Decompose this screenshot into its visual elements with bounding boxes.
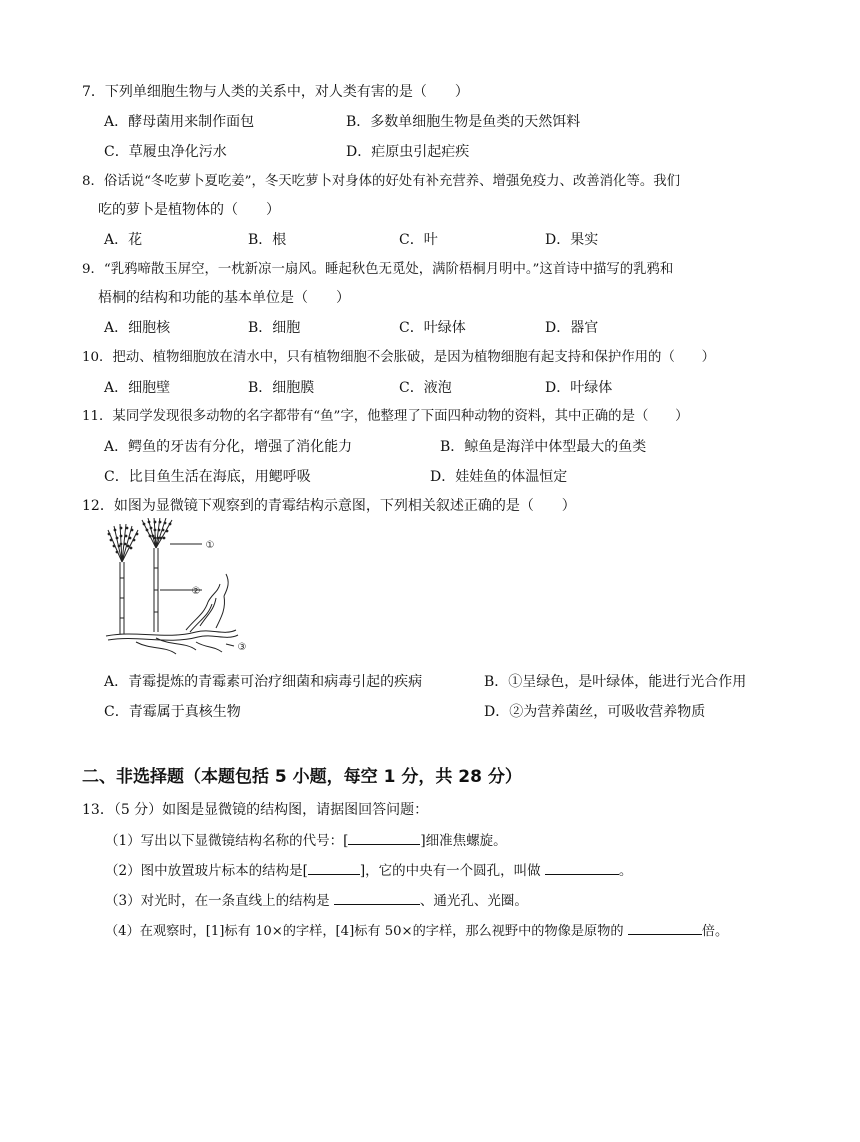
question-7-stem: 7．下列单细胞生物与人类的关系中，对人类有害的是（ ） <box>82 84 469 100</box>
question-13-part-1: （1）写出以下显微镜结构名称的代号：[ ]细准焦螺旋。 <box>105 830 507 851</box>
question-8-option-a[interactable]: A．花 <box>104 232 143 248</box>
question-12-option-d[interactable]: D．②为营养菌丝，可吸收营养物质 <box>484 704 706 720</box>
question-13-part-3: （3）对光时，在一条直线上的结构是 、通光孔、光圈。 <box>105 890 528 911</box>
question-9-option-c[interactable]: C．叶绿体 <box>399 320 466 336</box>
question-7-option-b[interactable]: B．多数单细胞生物是鱼类的天然饵料 <box>346 114 581 130</box>
figure-label-3: ③ <box>237 642 247 653</box>
question-10-option-d[interactable]: D．叶绿体 <box>545 380 613 396</box>
answer-blank-3[interactable] <box>545 860 619 875</box>
question-8-stem-cont: 吃的萝卜是植物体的（ ） <box>98 202 280 218</box>
question-8-option-d[interactable]: D．果实 <box>545 232 599 248</box>
section-2-title: 二、非选择题（本题包括 5 小题，每空 1 分，共 28 分） <box>82 767 522 787</box>
figure-label-2: ② <box>191 586 201 597</box>
question-11-option-d[interactable]: D．娃娃鱼的体温恒定 <box>430 469 568 485</box>
question-12-option-a[interactable]: A．青霉提炼的青霉素可治疗细菌和病毒引起的疾病 <box>104 674 423 690</box>
answer-blank-2[interactable] <box>308 860 360 875</box>
question-13-part-2: （2）图中放置玻片标本的结构是[ ]，它的中央有一个圆孔，叫做 。 <box>105 860 632 881</box>
question-11-stem: 11．某同学发现很多动物的名字都带有“鱼”字，他整理了下面四种动物的资料，其中正确的是（ ） <box>82 409 689 424</box>
question-8-option-b[interactable]: B．根 <box>248 232 287 248</box>
answer-blank-1[interactable] <box>348 830 420 845</box>
question-11-option-a[interactable]: A．鳄鱼的牙齿有分化，增强了消化能力 <box>104 439 353 455</box>
question-9-option-a[interactable]: A．细胞核 <box>104 320 171 336</box>
question-9-stem-cont: 梧桐的结构和功能的基本单位是（ ） <box>98 290 350 306</box>
question-7-option-c[interactable]: C．草履虫净化污水 <box>104 144 227 160</box>
answer-blank-5[interactable] <box>628 920 702 935</box>
question-12-stem: 12．如图为显微镜下观察到的青霉结构示意图，下列相关叙述正确的是（ ） <box>82 498 576 514</box>
answer-blank-4[interactable] <box>334 890 420 905</box>
question-12-option-b[interactable]: B．①呈绿色，是叶绿体，能进行光合作用 <box>484 674 747 690</box>
question-13-part-4: （4）在观察时，[1]标有 10×的字样，[4]标有 50×的字样，那么视野中的物像是原物的 倍。 <box>105 920 728 942</box>
question-8-option-c[interactable]: C．叶 <box>399 232 438 248</box>
question-9-option-b[interactable]: B．细胞 <box>248 320 301 336</box>
question-9-stem: 9．“乳鸦啼散玉屏空，一枕新凉一扇风。睡起秋色无觅处，满阶梧桐月明中。”这首诗中描写的乳鸦和 <box>82 262 674 277</box>
question-11-option-c[interactable]: C．比目鱼生活在海底，用鳃呼吸 <box>104 469 311 485</box>
question-10-option-c[interactable]: C．液泡 <box>399 380 452 396</box>
question-11-option-b[interactable]: B．鲸鱼是海洋中体型最大的鱼类 <box>440 439 647 455</box>
question-8-stem: 8．俗话说“冬吃萝卜夏吃姜”，冬天吃萝卜对身体的好处有补充营养、增强免疫力、改善消化等。我们 <box>82 174 681 189</box>
question-10-option-a[interactable]: A．细胞壁 <box>104 380 171 396</box>
question-12-option-c[interactable]: C．青霉属于真核生物 <box>104 704 241 720</box>
question-9-option-d[interactable]: D．器官 <box>545 320 599 336</box>
question-10-stem: 10．把动、植物细胞放在清水中，只有植物细胞不会胀破，是因为植物细胞有起支持和保护作用的（ ） <box>82 350 716 365</box>
question-7-option-a[interactable]: A．酵母菌用来制作面包 <box>104 114 255 130</box>
question-7-option-d[interactable]: D．疟原虫引起疟疾 <box>346 144 470 160</box>
question-13-stem: 13．（5 分）如图是显微镜的结构图，请据图回答问题： <box>82 802 429 818</box>
question-10-option-b[interactable]: B．细胞膜 <box>248 380 315 396</box>
figure-label-1: ① <box>205 540 215 551</box>
penicillium-figure <box>96 518 256 660</box>
